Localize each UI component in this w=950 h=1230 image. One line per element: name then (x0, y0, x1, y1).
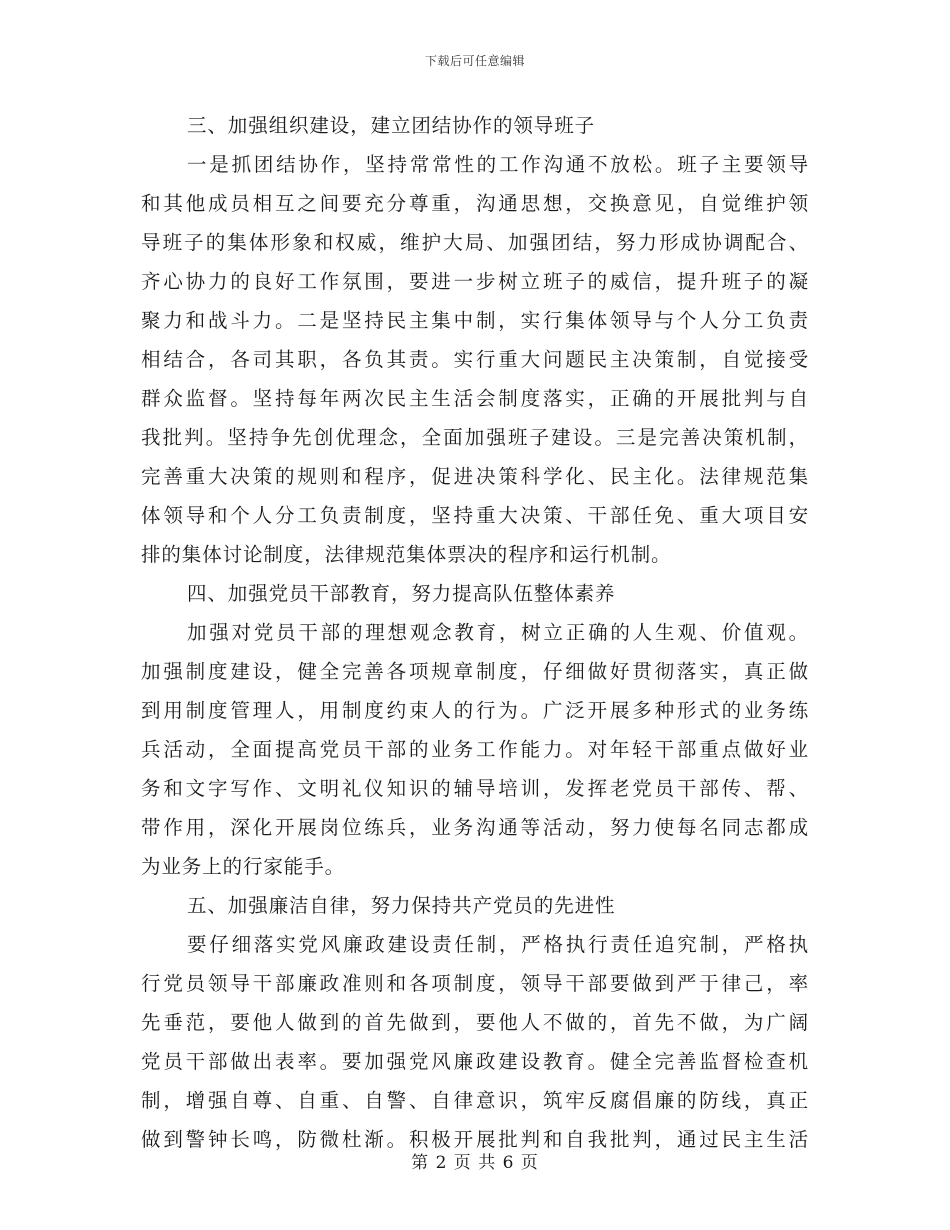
paragraph-line: 完善重大决策的规则和程序，促进决策科学化、民主化。法律规范集 (141, 465, 809, 488)
paragraph-line: 加强制度建设，健全完善各项规章制度，仔细做好贯彻落实，真正做 (141, 660, 809, 683)
paragraph-line: 和其他成员相互之间要充分尊重，沟通思想，交换意见，自觉维护领 (141, 192, 809, 215)
paragraph-line: 导班子的集体形象和权威，维护大局、加强团结，努力形成协调配合、 (141, 231, 809, 254)
paragraph-line: 兵活动，全面提高党员干部的业务工作能力。对年轻干部重点做好业 (141, 738, 809, 761)
paragraph-line: 一是抓团结协作，坚持常常性的工作沟通不放松。班子主要领导 (187, 153, 809, 176)
paragraph-line: 带作用，深化开展岗位练兵，业务沟通等活动，努力使每名同志都成 (141, 816, 809, 839)
section-heading: 三、加强组织建设，建立团结协作的领导班子 (187, 114, 596, 137)
paragraph-line: 要仔细落实党风廉政建设责任制，严格执行责任追究制，严格执 (187, 933, 809, 956)
document-body (141, 106, 809, 1159)
paragraph-line: 齐心协力的良好工作氛围，要进一步树立班子的威信，提升班子的凝 (141, 270, 809, 293)
page-header: 下载后可任意编辑 (424, 54, 525, 68)
paragraph-line: 聚力和战斗力。二是坚持民主集中制，实行集体领导与个人分工负责 (141, 309, 809, 332)
paragraph-line: 制，增强自尊、自重、自警、自律意识，筑牢反腐倡廉的防线，真正 (141, 1089, 809, 1112)
paragraph-line: 加强对党员干部的理想观念教育，树立正确的人生观、价值观。 (187, 621, 809, 644)
paragraph-line: 群众监督。坚持每年两次民主生活会制度落实，正确的开展批判与自 (141, 387, 809, 410)
paragraph-line: 排的集体讨论制度，法律规范集体票决的程序和运行机制。 (141, 543, 672, 566)
paragraph-line: 相结合，各司其职，各负其责。实行重大问题民主决策制，自觉接受 (141, 348, 809, 371)
paragraph-line: 先垂范，要他人做到的首先做到，要他人不做的，首先不做，为广阔 (141, 1011, 809, 1034)
paragraph-line: 为业务上的行家能手。 (141, 855, 346, 878)
paragraph-line: 党员干部做出表率。要加强党风廉政建设教育。健全完善监督检查机 (141, 1050, 809, 1073)
page-number-footer: 第 2 页 共 6 页 (411, 1153, 539, 1173)
section-heading: 五、加强廉洁自律，努力保持共产党员的先进性 (187, 894, 616, 917)
section-heading: 四、加强党员干部教育，努力提高队伍整体素养 (187, 582, 616, 605)
paragraph-line: 我批判。坚持争先创优理念，全面加强班子建设。三是完善决策机制， (141, 426, 809, 449)
paragraph-line: 到用制度管理人，用制度约束人的行为。广泛开展多种形式的业务练 (141, 699, 809, 722)
paragraph-line: 做到警钟长鸣，防微杜渐。积极开展批判和自我批判，通过民主生活 (141, 1128, 809, 1151)
paragraph-line: 行党员领导干部廉政准则和各项制度，领导干部要做到严于律己，率 (141, 972, 809, 995)
paragraph-line: 务和文字写作、文明礼仪知识的辅导培训，发挥老党员干部传、帮、 (141, 777, 809, 800)
paragraph-line: 体领导和个人分工负责制度，坚持重大决策、干部任免、重大项目安 (141, 504, 809, 527)
